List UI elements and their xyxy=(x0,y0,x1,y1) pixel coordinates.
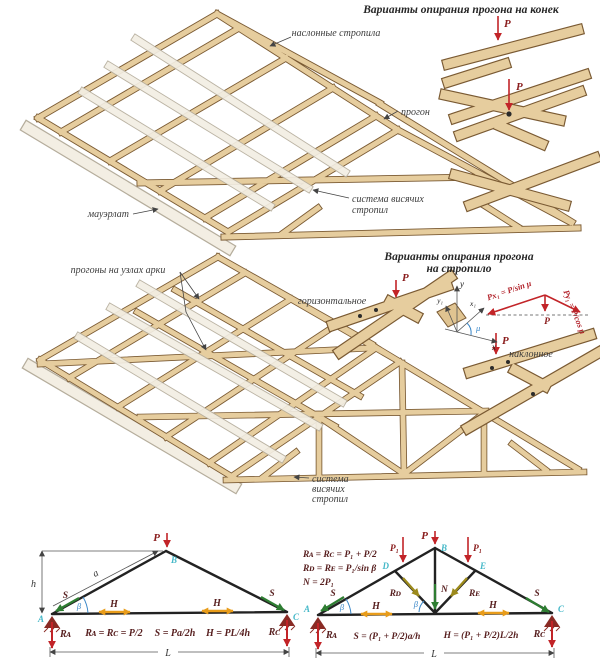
s-label-left: S xyxy=(62,591,68,601)
re-label: Rᴇ xyxy=(469,589,480,599)
a-dim-label: a xyxy=(91,567,101,580)
node-b-label: B xyxy=(171,555,178,565)
s-label-right: S xyxy=(534,589,540,599)
beta-label-a: β xyxy=(339,602,345,612)
reaction-a-label: Rᴀ xyxy=(60,629,71,640)
mu-label: μ xyxy=(476,323,481,333)
n-label: N xyxy=(441,585,448,595)
leader-hanging-system xyxy=(313,190,349,198)
beta-arc-a xyxy=(346,599,351,614)
px1-label: Px₁ = P/sin μ xyxy=(485,277,533,303)
x-axis-label: x xyxy=(492,342,496,352)
label-horizontal: горизонтальное xyxy=(297,296,367,307)
formula-reactions: Rᴀ = Rᴄ = P/2 xyxy=(85,628,143,639)
label-hanging-system2-2: висячих xyxy=(312,484,345,495)
label-naslonnye-stropila: наслонные стропила xyxy=(291,28,381,39)
beta-label-center: β xyxy=(413,599,418,609)
label-purlins-arch: прогоны на узлах арки xyxy=(70,265,166,276)
middle-title-2: на стропило xyxy=(426,263,492,275)
purlin-cross-section xyxy=(437,303,466,327)
detail1-load-label: P xyxy=(504,18,511,30)
label-hanging-system2-3: стропил xyxy=(312,494,349,505)
formula-h: H = (P₁ + P/2)L/2h xyxy=(443,631,519,641)
formula-s: S = (P₁ + P/2)a/h xyxy=(353,632,421,642)
detail2-load-label: P xyxy=(516,81,523,93)
bolt-icon xyxy=(490,366,494,370)
s-label-left: S xyxy=(330,589,336,599)
truss-members xyxy=(52,551,287,614)
y-axis-label: y xyxy=(460,279,464,289)
x1-axis-label: x₁ xyxy=(470,299,476,308)
bolt-icon xyxy=(506,360,510,364)
label-hanging-system2-1: система xyxy=(312,474,349,485)
mauerlat2 xyxy=(30,366,234,486)
p1-label-left: P₁ xyxy=(389,544,399,554)
reaction-c-label: Rᴄ xyxy=(268,627,280,638)
bolt-icon xyxy=(506,111,511,116)
leader-mauerlat xyxy=(133,209,158,214)
h-label-right: H xyxy=(489,600,497,611)
node-a-label: A xyxy=(37,614,44,624)
formula-h: H = PL/4h xyxy=(205,628,251,639)
node-e-label: E xyxy=(480,561,487,571)
y1-axis-label: y₁ xyxy=(437,296,443,305)
h-label-left: H xyxy=(110,599,118,610)
bolt-icon xyxy=(531,392,535,396)
rd-label: Rᴅ xyxy=(389,589,401,599)
reaction-a-label: Rᴀ xyxy=(326,630,337,641)
ridge-support-details xyxy=(445,16,595,205)
truss-diagram-simple xyxy=(31,532,300,659)
l-dim-label: L xyxy=(431,649,437,660)
node-d-label: D xyxy=(382,561,389,571)
middle-title-1: Варианты опирания прогона xyxy=(384,251,534,263)
node-c-label: C xyxy=(558,604,565,614)
mu-angle-arc xyxy=(467,323,471,335)
label-progon: прогон xyxy=(401,107,430,118)
formula-n: N = 2P₁ xyxy=(303,578,334,588)
apex-load-label: P xyxy=(153,532,160,544)
label-hanging-system-2: стропил xyxy=(352,205,389,216)
beta-angle-arc xyxy=(83,597,88,613)
top-title: Варианты опирания прогона на конек xyxy=(363,4,559,16)
horizontal-load-label: P xyxy=(402,272,409,284)
label-mauerlat: мауэрлат xyxy=(87,209,129,220)
node-a-label: A xyxy=(303,604,310,614)
p-label: P xyxy=(544,317,550,327)
node-b-label: B xyxy=(441,543,448,553)
apex-load-label: P xyxy=(421,530,428,542)
node-c-label: C xyxy=(293,612,300,622)
l-dim-label: L xyxy=(165,648,171,659)
bolt-icon xyxy=(374,308,378,312)
mauerlat-beam xyxy=(28,128,228,248)
inclined-load-label: P xyxy=(502,335,509,347)
h-dim-label: h xyxy=(31,579,36,590)
s-arrow-right xyxy=(526,598,549,612)
detail-beams xyxy=(445,30,595,205)
s-label-right: S xyxy=(269,589,275,599)
reaction-c-label: Rᴄ xyxy=(533,629,545,640)
a-dimension-line xyxy=(53,551,158,606)
py1-label: Py₁ = P/cos μ xyxy=(561,288,589,336)
formula-struts: Rᴅ = Rᴇ = P₁/sin β xyxy=(303,564,377,574)
beta-arc-center xyxy=(419,601,424,612)
rd-arrow xyxy=(403,578,419,596)
formula-s: S = Pa/2h xyxy=(154,628,196,639)
formula-reactions: Rᴀ = Rᴄ = P₁ + P/2 xyxy=(303,550,377,560)
re-arrow xyxy=(451,578,467,596)
h-label-left: H xyxy=(372,601,380,612)
label-hanging-system-1: система висячих xyxy=(352,194,424,205)
force-decomposition-diagram xyxy=(486,278,589,336)
truss-diagram-strutted xyxy=(302,530,565,660)
p1-label-right: P₁ xyxy=(473,544,483,554)
bolt-icon xyxy=(358,314,362,318)
label-inclined: наклонное xyxy=(509,349,553,360)
beta-label: β xyxy=(76,601,82,611)
h-label-right: H xyxy=(213,598,221,609)
